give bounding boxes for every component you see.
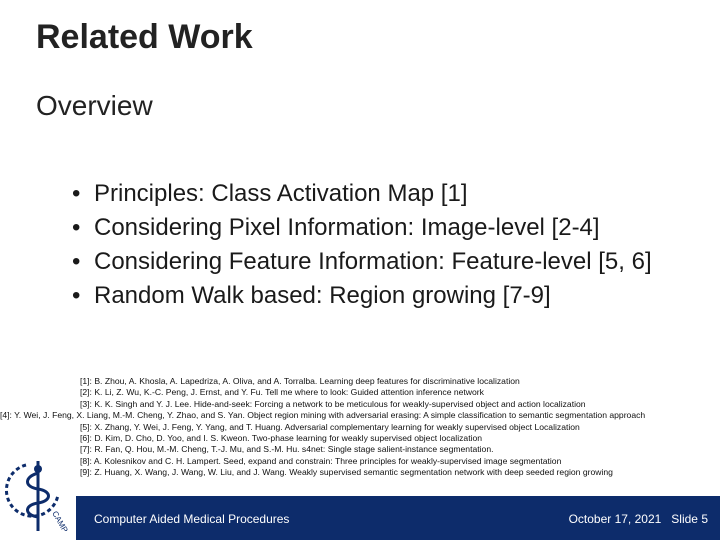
reference-item: [7]: R. Fan, Q. Hou, M.-M. Cheng, T.-J. Mu, and S.-M. Hu. s4net: Single stage salient-instance segmentation. <box>80 444 494 455</box>
reference-item: [5]: X. Zhang, Y. Wei, J. Feng, Y. Yang, and T. Huang. Adversarial complementary learning for weakly supervised object Localization <box>80 421 580 432</box>
footer-date-slide: October 17, 2021 Slide 5 <box>568 512 708 526</box>
reference-item: [1]: B. Zhou, A. Khosla, A. Lapedriza, A. Oliva, and A. Torralba. Learning deep features for discriminative localization <box>80 376 520 386</box>
bullet-item: • Considering Feature Information: Feature-level [5, 6] <box>72 248 702 276</box>
reference-item: [9]: Z. Huang, X. Wang, J. Wang, W. Liu, and J. Wang. Weakly supervised semantic segmentation network with deep seeded region growing <box>80 467 613 478</box>
bullet-item: • Considering Pixel Information: Image-level [2-4] <box>72 214 702 242</box>
footer-bar <box>76 496 720 540</box>
bullet-list <box>72 180 702 316</box>
logo-text: CAMP <box>50 509 70 535</box>
reference-item: [8]: A. Kolesnikov and C. H. Lampert. Seed, expand and constrain: Three principles for weakly-supervised image segmentation <box>80 455 562 466</box>
reference-item: [6]: D. Kim, D. Cho, D. Yoo, and I. S. Kweon. Two-phase learning for weakly supervised object localization <box>80 433 483 444</box>
reference-item: [3]: K. K. Singh and Y. J. Lee. Hide-and-seek: Forcing a network to be meticulous for weakly-supervised object and action localization <box>80 398 586 409</box>
bullet-item: • Random Walk based: Region growing [7-9] <box>72 282 702 310</box>
footer-organization: Computer Aided Medical Procedures <box>94 512 290 526</box>
reference-item: [4]: Y. Wei, J. Feng, X. Liang, M.-M. Cheng, Y. Zhao, and S. Yan. Object region mining with adversarial erasing: A simple classification to semantic segmentation approach <box>0 410 646 421</box>
camp-logo <box>8 455 70 537</box>
reference-item: [2]: K. Li, Z. Wu, K.-C. Peng, J. Ernst, and Y. Fu. Tell me where to look: Guided attention inference network <box>80 387 484 398</box>
reference-list <box>0 376 705 479</box>
slide-subtitle: Overview <box>36 90 153 121</box>
slide-title: Related Work <box>36 18 253 56</box>
bullet-item: • Principles: Class Activation Map [1] <box>72 180 702 208</box>
